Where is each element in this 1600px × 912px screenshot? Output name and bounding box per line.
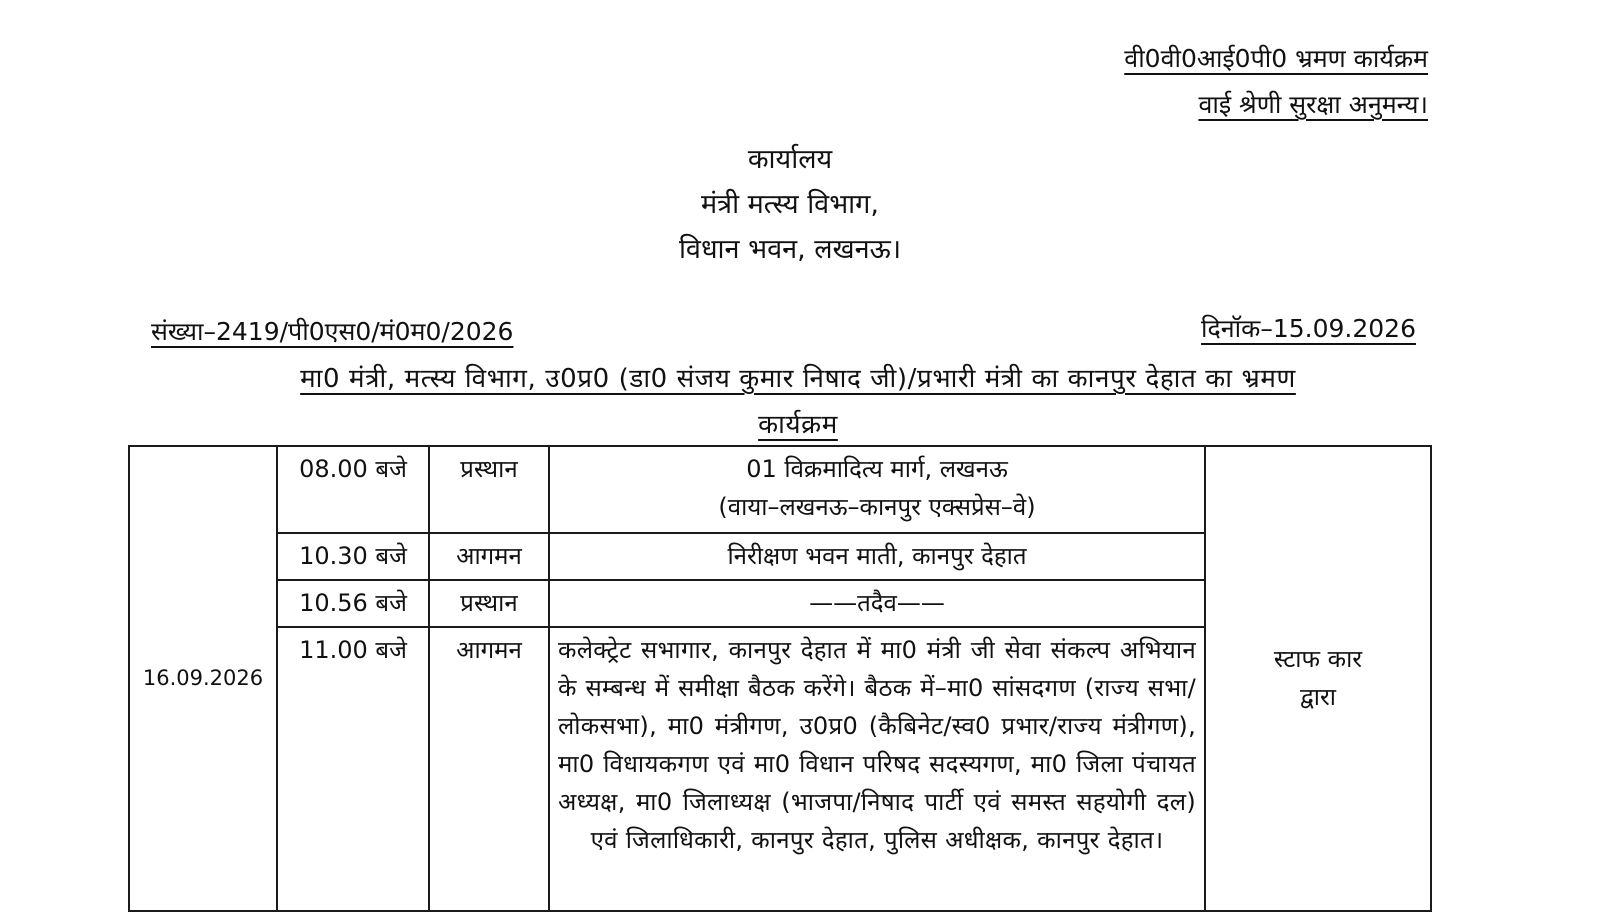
travel-mode-line-1: स्टाफ कार — [1273, 645, 1363, 673]
subject-line-1: मा0 मंत्री, मत्स्य विभाग, उ0प्र0 (डा0 संजय कुमार निषाद जी)/प्रभारी मंत्री का कानपुर देहात का भ्रमण — [300, 364, 1296, 394]
office-address — [590, 137, 990, 272]
row-time: 10.30 बजे — [277, 533, 429, 580]
office-line-1: कार्यालय — [747, 144, 833, 175]
row-time: 08.00 बजे — [277, 446, 429, 533]
row-place — [549, 446, 1205, 533]
letter-date: दिनॉक–15.09.2026 — [1201, 314, 1416, 343]
row-activity: प्रस्थान — [429, 580, 549, 627]
row-activity: प्रस्थान — [429, 446, 549, 533]
row-time: 10.56 बजे — [277, 580, 429, 627]
row-activity: आगमन — [429, 533, 549, 580]
row-place: कलेक्ट्रेट सभागार, कानपुर देहात में मा0 मंत्री जी सेवा संकल्प अभियान के सम्बन्ध में समीक्षा बैठक करेंगे। बैठक में–मा0 सांसदगण (राज्य सभा/लोकसभा), मा0 मंत्रीगण, उ0प्र0 (कैबिनेट/स्व0 प्रभार/राज्य मंत्रीगण), मा0 विधायकगण एवं मा0 विधान परिषद सदस्यगण, मा0 जिला पंचायत अध्यक्ष, मा0 जिलाध्यक्ष (भाजपा/निषाद पार्टी एवं समस्त सहयोगी दल) एवं जिलाधिकारी, कानपुर देहात, पुलिस अधीक्षक, कानपुर देहात। — [549, 627, 1205, 911]
row-time: 11.00 बजे — [277, 627, 429, 911]
subject-heading — [176, 356, 1420, 448]
row-place-line-1: 01 विक्रमादित्य मार्ग, लखनऊ — [746, 455, 1008, 483]
office-line-3: विधान भवन, लखनऊ। — [678, 234, 902, 265]
row-place: निरीक्षण भवन माती, कानपुर देहात — [549, 533, 1205, 580]
travel-mode — [1205, 446, 1431, 911]
row-place-line-2: (वाया–लखनऊ–कानपुर एक्सप्रेस–वे) — [718, 493, 1036, 521]
document-classification — [1124, 36, 1428, 128]
reference-number: संख्या–2419/पी0एस0/मं0म0/2026 — [151, 317, 514, 346]
security-category-label: वाई श्रेणी सुरक्षा अनुमन्य। — [1198, 90, 1428, 119]
travel-mode-line-2: द्वारा — [1299, 683, 1337, 711]
tour-program-label: वी0वी0आई0पी0 भ्रमण कार्यक्रम — [1124, 44, 1428, 73]
row-place: ——तदैव—— — [549, 580, 1205, 627]
table-row — [129, 446, 1431, 533]
office-line-2: मंत्री मत्स्य विभाग, — [701, 189, 879, 220]
schedule-table — [128, 445, 1432, 912]
subject-line-2: कार्यक्रम — [758, 410, 838, 440]
row-activity: आगमन — [429, 627, 549, 911]
schedule-date: 16.09.2026 — [129, 446, 277, 911]
